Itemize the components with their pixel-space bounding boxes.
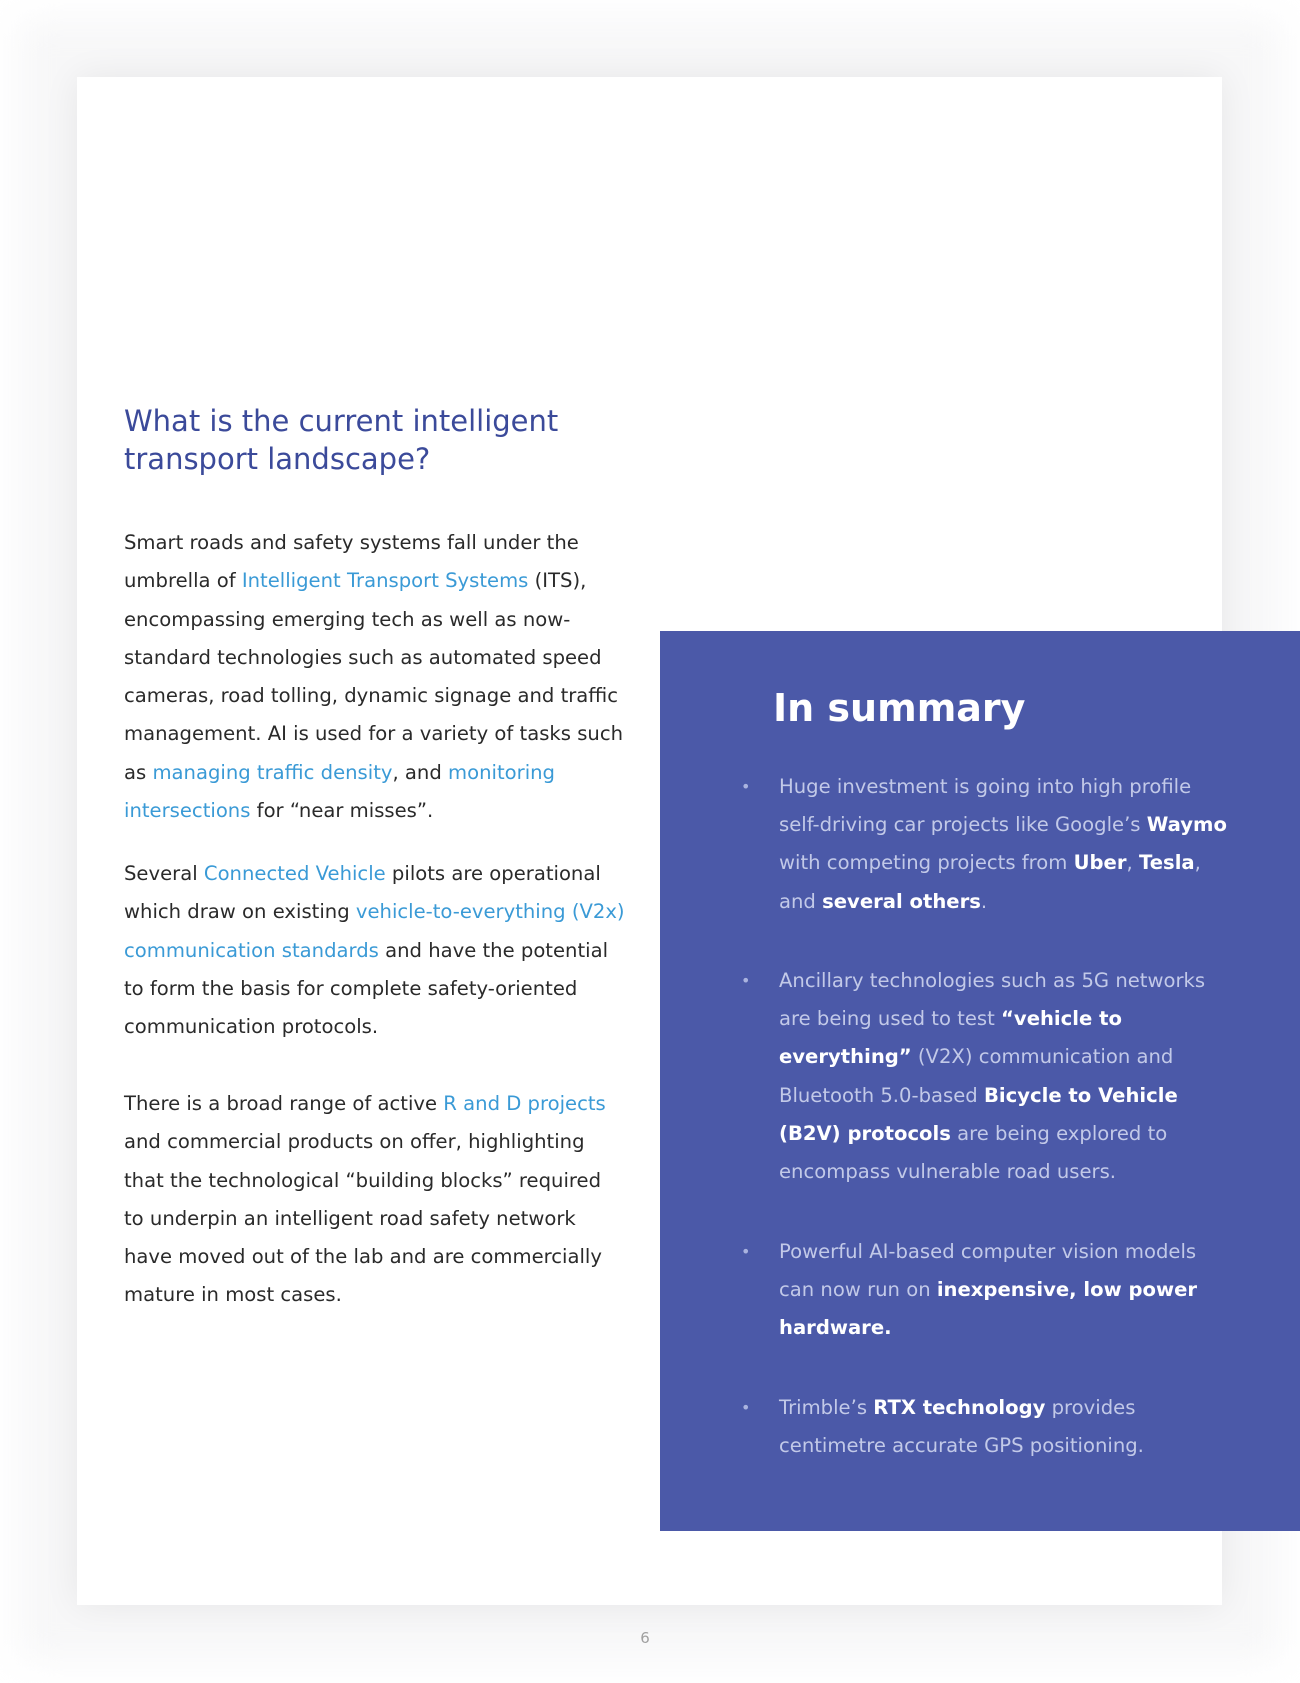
link-v2x-communication-standards[interactable]: vehicle-to-everything (V2x) communication standards xyxy=(124,900,625,962)
paragraph-its xyxy=(124,524,626,830)
summary-text: , xyxy=(1126,851,1139,875)
summary-text: . xyxy=(980,889,988,913)
link-connected-vehicle[interactable]: Connected Vehicle xyxy=(203,862,386,885)
paragraph-text: Smart roads and safety systems fall under the umbrella of xyxy=(124,531,579,593)
section-heading xyxy=(124,402,644,478)
summary-bold-text: Waymo xyxy=(1146,813,1227,837)
paragraph-text: Several xyxy=(124,862,204,885)
link-intelligent-transport-systems[interactable]: Intelligent Transport Systems xyxy=(241,569,529,593)
bullet-icon: • xyxy=(741,777,751,796)
summary-bold-text: inexpensive, low power hardware. xyxy=(779,1278,1198,1340)
summary-text: Trimble’s xyxy=(779,1396,874,1419)
paragraph-text: and have the potential to form the basis for complete safety-oriented communication protocols. xyxy=(124,938,609,1039)
bullet-icon: • xyxy=(741,971,751,990)
summary-bold-text: several others xyxy=(822,889,981,913)
bullet-icon: • xyxy=(741,1242,751,1261)
link-monitoring-intersections[interactable]: monitoring intersections xyxy=(124,760,555,823)
summary-title: In summary xyxy=(773,686,1026,730)
summary-item-computer-vision xyxy=(741,1233,1229,1348)
summary-text: are being explored to encompass vulnerable road users. xyxy=(779,1121,1168,1184)
summary-text: Powerful AI-based computer vision models can now run on xyxy=(779,1240,1197,1302)
summary-text: with competing projects from xyxy=(779,851,1074,875)
heading-line-2: transport landscape? xyxy=(124,442,431,476)
paragraph-text: (ITS), encompassing emerging tech as well as now-standard technologies such as automated speed cameras, road tolling, dynamic signage and traffic management. AI is used for a variety of tasks such as xyxy=(124,569,624,784)
paragraph-r-and-d xyxy=(124,1085,626,1315)
summary-item-self-driving xyxy=(741,768,1229,921)
heading-line-1: What is the current intelligent xyxy=(124,404,559,438)
summary-item-ancillary-technologies xyxy=(741,962,1229,1191)
summary-item-rtx-technology xyxy=(741,1389,1229,1465)
summary-bold-text: Tesla xyxy=(1138,851,1195,875)
summary-text: provides centimetre accurate GPS positioning. xyxy=(779,1396,1144,1458)
link-r-and-d-projects[interactable]: R and D projects xyxy=(443,1092,606,1115)
summary-text: , and xyxy=(779,851,1201,913)
paragraph-text: pilots are operational which draw on existing xyxy=(124,862,601,924)
summary-bold-text: “vehicle to everything” xyxy=(779,1007,1122,1069)
summary-text: Ancillary technologies such as 5G networks are being used to test xyxy=(779,969,1206,1031)
summary-text: Huge investment is going into high profile self-driving car projects like Google’s xyxy=(779,775,1192,837)
summary-bold-text: RTX technology xyxy=(873,1396,1046,1419)
paragraph-text: There is a broad range of active xyxy=(124,1092,444,1115)
paragraph-text: for “near misses”. xyxy=(250,799,434,823)
paragraph-text: and commercial products on offer, highlighting that the technological “building blocks” required to underpin an intelligent road safety network have moved out of the lab and are commercially mature in most cases. xyxy=(124,1130,602,1307)
summary-text: (V2X) communication and Bluetooth 5.0-based xyxy=(779,1045,1174,1107)
paragraph-connected-vehicle xyxy=(124,855,626,1046)
link-managing-traffic-density[interactable]: managing traffic density xyxy=(152,760,393,784)
summary-box xyxy=(660,631,1300,1531)
page-number: 6 xyxy=(640,1629,650,1647)
summary-bold-text: Bicycle to Vehicle (B2V) protocols xyxy=(779,1083,1178,1145)
paragraph-text: , and xyxy=(392,760,449,784)
summary-bold-text: Uber xyxy=(1073,851,1127,875)
bullet-icon: • xyxy=(741,1398,751,1417)
